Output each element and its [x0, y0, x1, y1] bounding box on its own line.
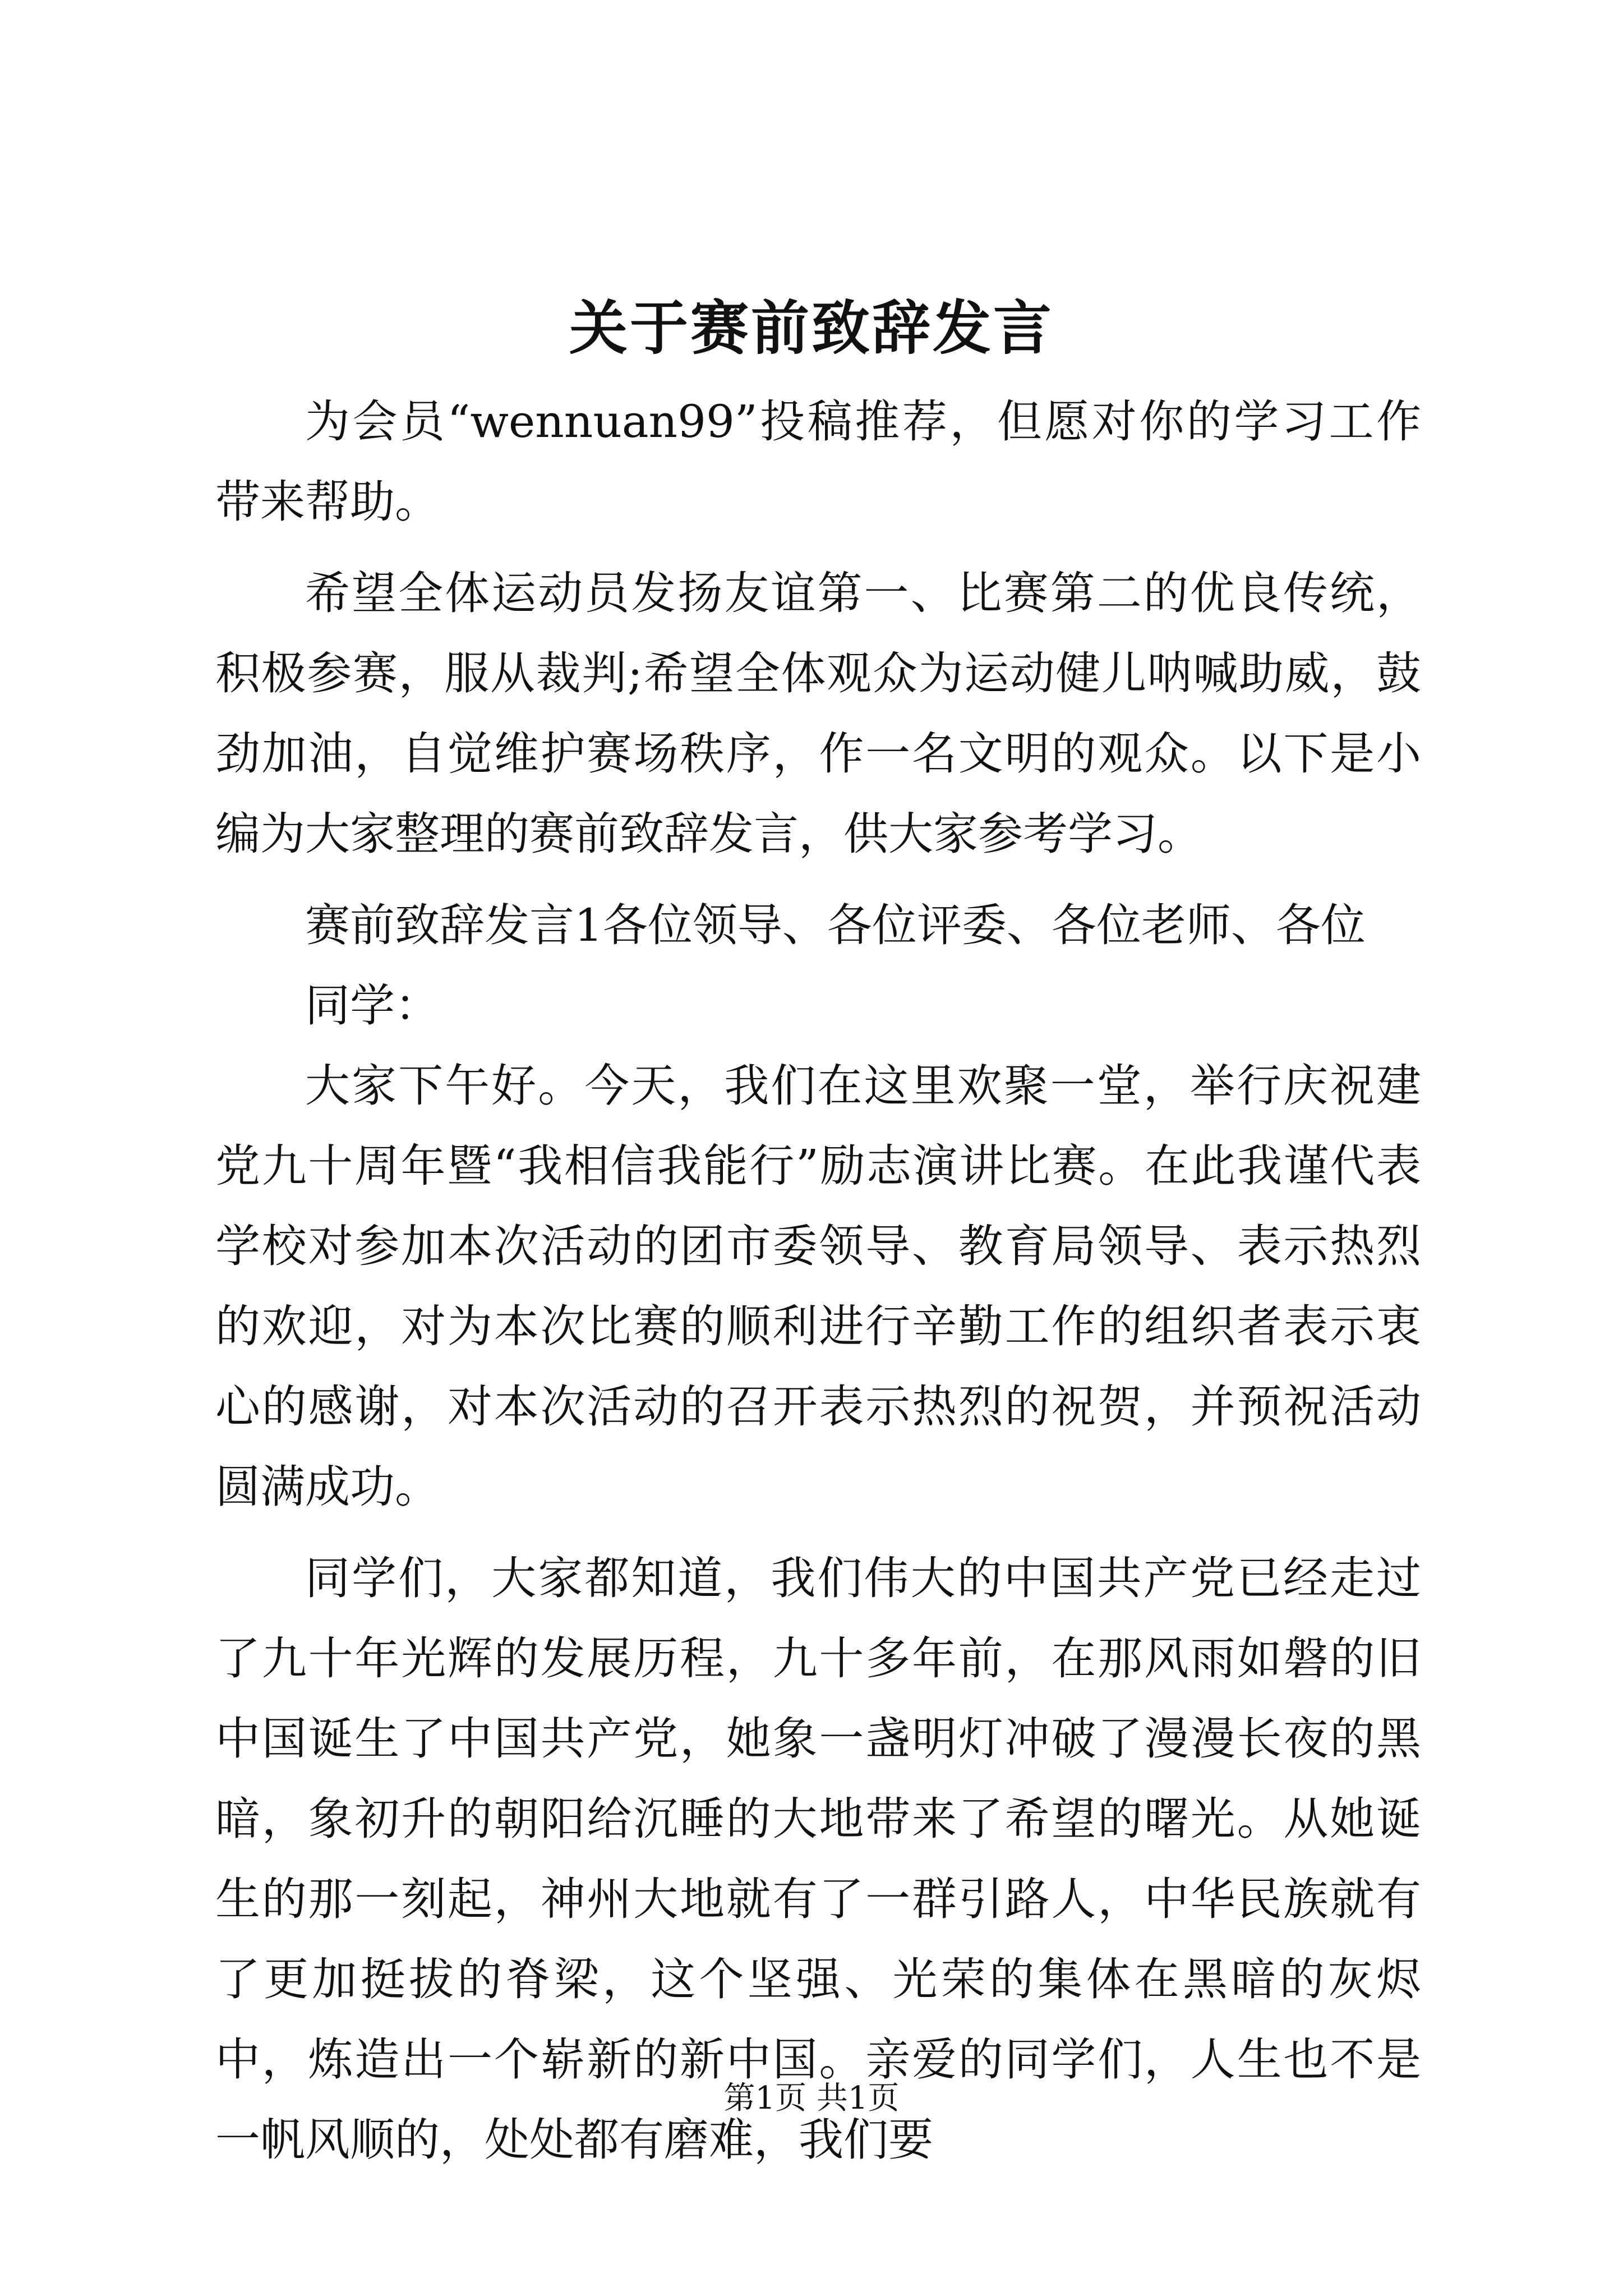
document-title: 关于赛前致辞发言 [569, 293, 1054, 362]
paragraph-intro: 为会员“wennuan99”投稿推荐，但愿对你的学习工作带来帮助。 [215, 395, 1421, 528]
document-body [215, 381, 1421, 2180]
paragraph-summary: 希望全体运动员发扬友谊第一、比赛第二的优良传统，积极参赛，服从裁判;希望全体观众为运动健儿呐喊助威，鼓劲加油，自觉维护赛场秩序，作一名文明的观众。以下是小编为大家整理的赛前致辞发言，供大家参考学习。 [215, 567, 1421, 860]
paragraph-greeting: 大家下午好。今天，我们在这里欢聚一堂，举行庆祝建党九十周年暨“我相信我能行”励志演讲比赛。在此我谨代表学校对参加本次活动的团市委领导、教育局领导、表示热烈的欢迎，对为本次比赛的顺利进行辛勤工作的组织者表示衷心的感谢，对本次活动的召开表示热烈的祝贺，并预祝活动圆满成功。 [215, 1060, 1421, 1513]
page-footer: 第1页 共1页 [723, 2080, 900, 2116]
paragraph-salutation: 同学： [305, 979, 440, 1032]
paragraph-speech-heading: 赛前致辞发言1各位领导、各位评委、各位老师、各位 [305, 899, 1366, 951]
paragraph-party-history: 同学们，大家都知道，我们伟大的中国共产党已经走过了九十年光辉的发展历程，九十多年前，在那风雨如磐的旧中国诞生了中国共产党，她象一盏明灯冲破了漫漫长夜的黑暗，象初升的朝阳给沉睡的大地带来了希望的曙光。从她诞生的那一刻起，神州大地就有了一群引路人，中华民族就有了更加挺拔的脊梁，这个坚强、光荣的集体在黑暗的灰烬中，炼造出一个崭新的新中国。亲爱的同学们，人生也不是一帆风顺的，处处都有磨难，我们要 [215, 1552, 1421, 2166]
